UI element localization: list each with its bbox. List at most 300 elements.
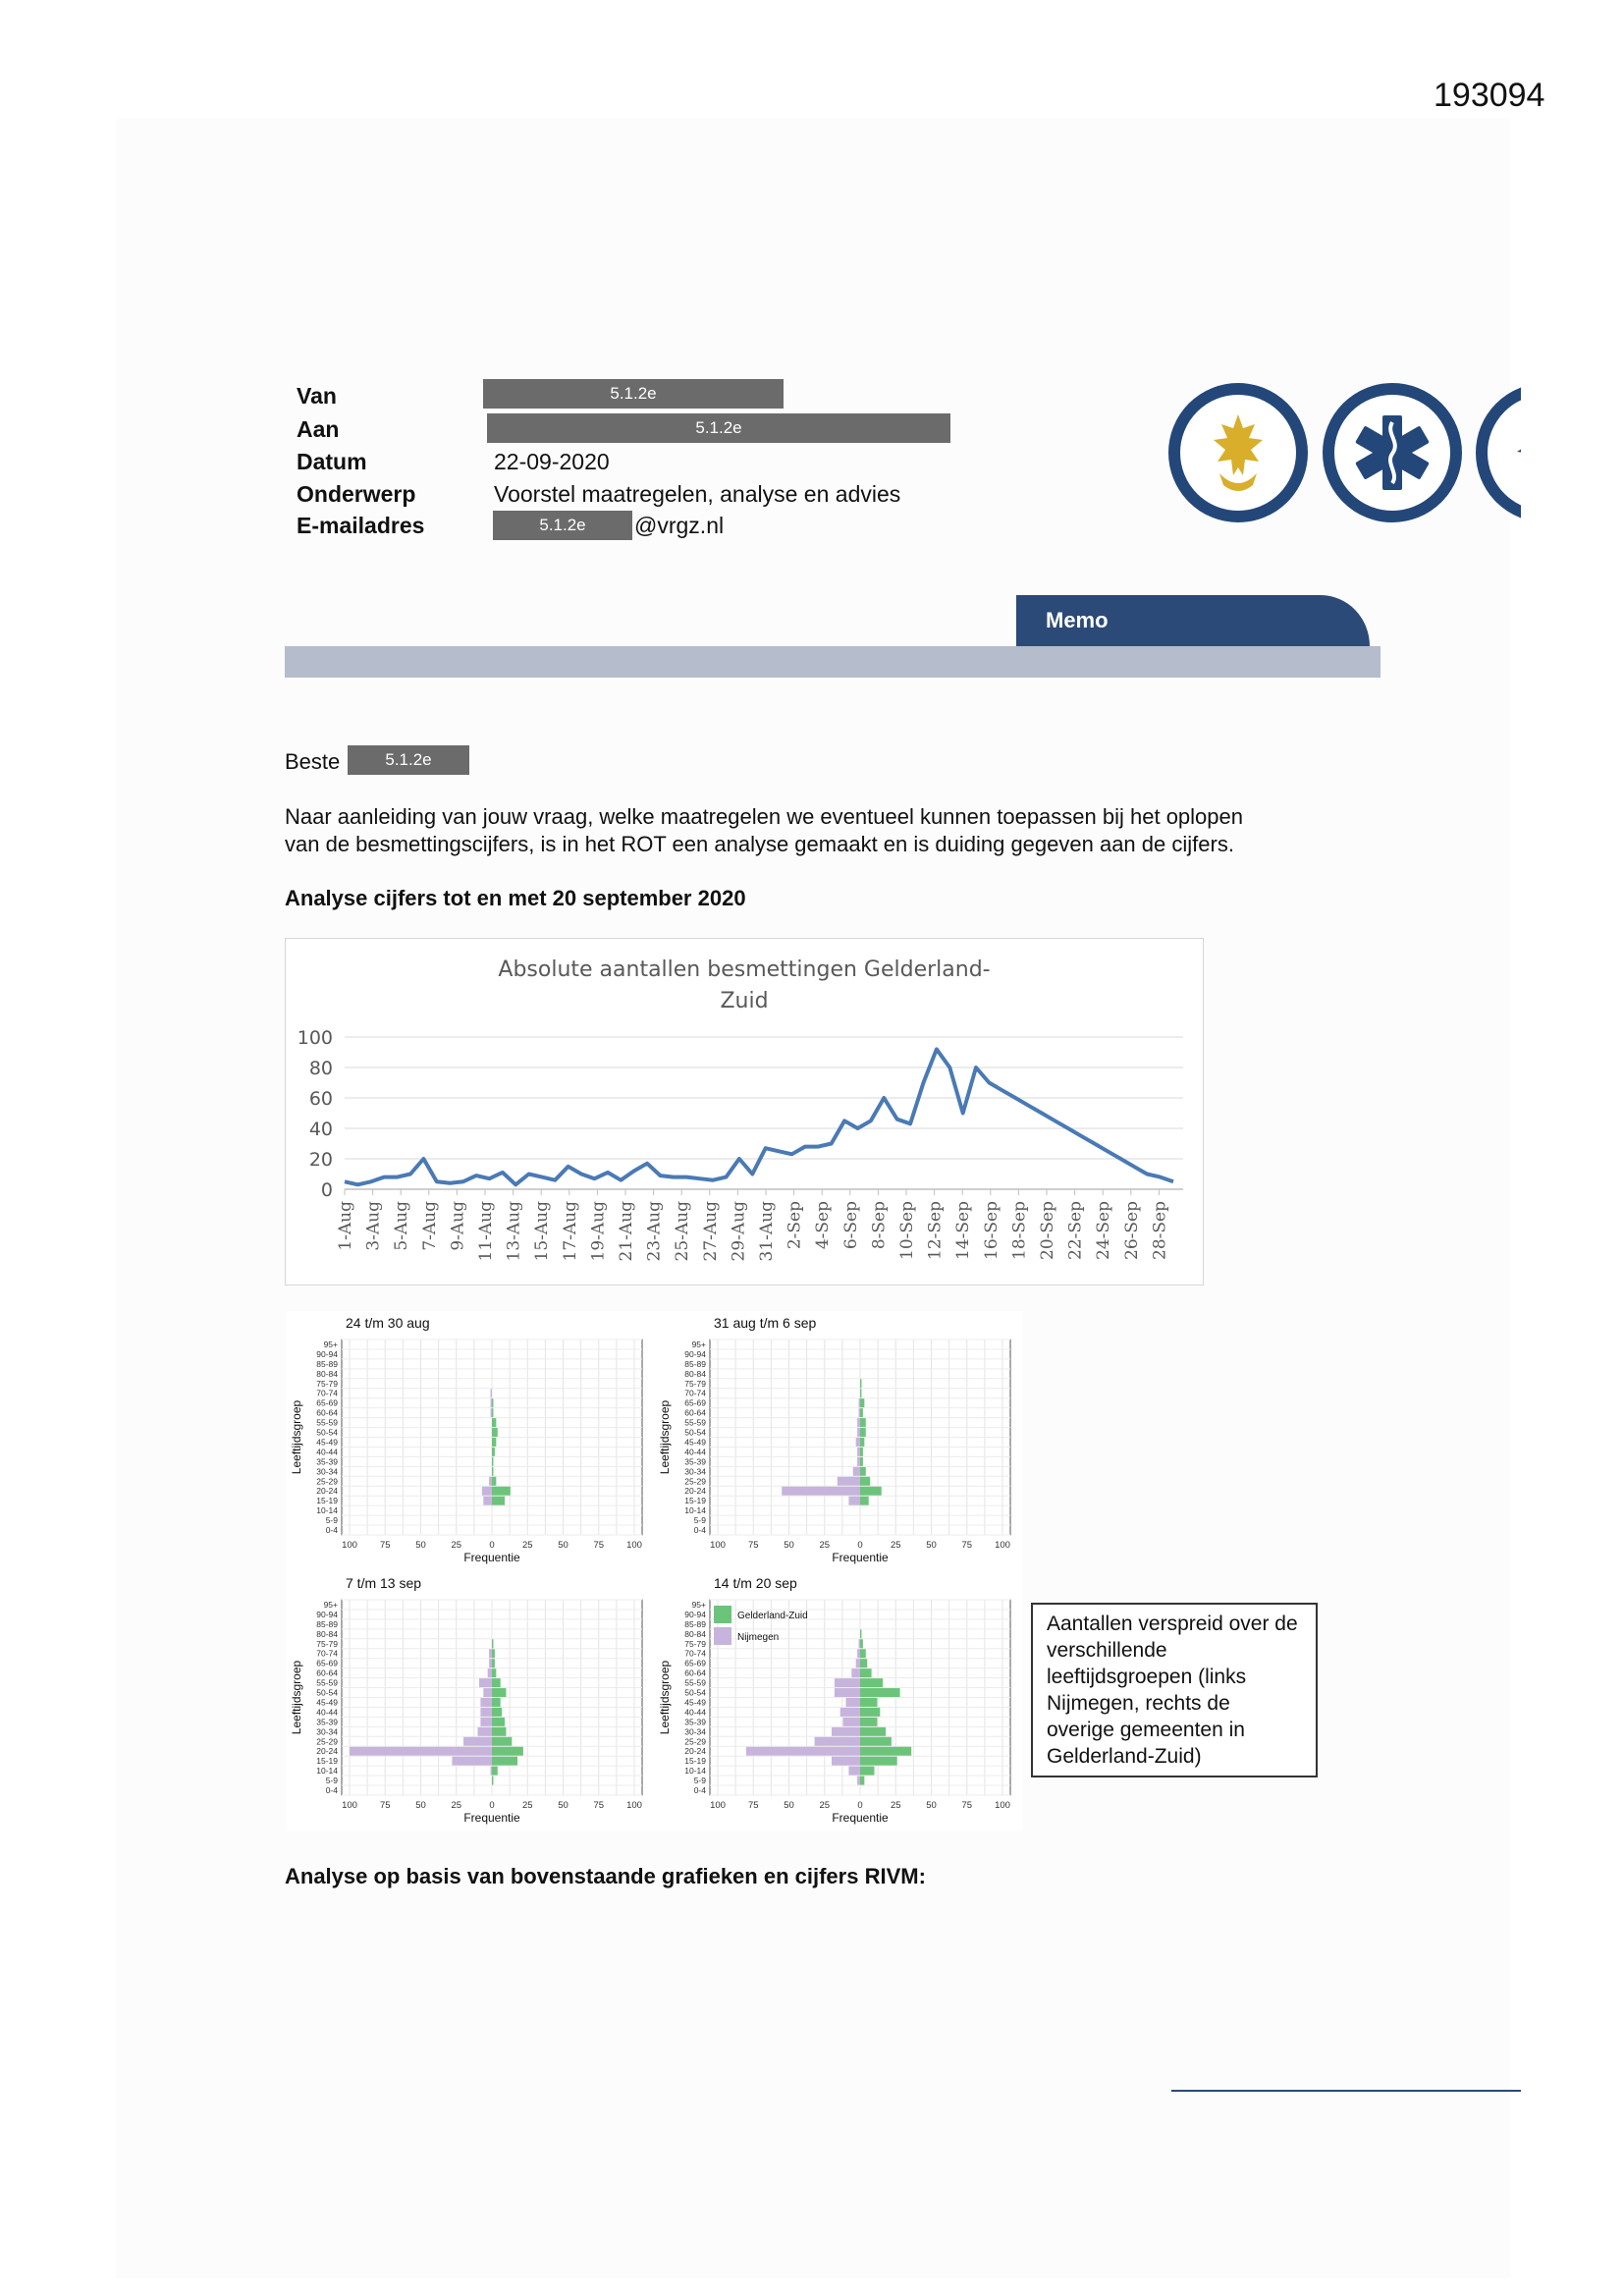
document-number: 193094 xyxy=(1434,77,1545,114)
age-group-label: 55-59 xyxy=(684,1417,706,1428)
pyramid-panel-1 xyxy=(287,1311,655,1571)
bar-nijmegen xyxy=(843,1718,860,1726)
date-label: Datum xyxy=(297,449,367,474)
bar-gelderland-zuid xyxy=(492,1668,496,1677)
x-tick-label: 100 xyxy=(710,1540,726,1551)
chart-title-line: Absolute aantallen besmettingen Gelderland- xyxy=(498,957,991,982)
bar-nijmegen xyxy=(478,1727,493,1736)
bar-gelderland-zuid xyxy=(860,1497,869,1505)
age-group-label: 85-89 xyxy=(684,1618,706,1629)
to-redaction: 5.1.2e xyxy=(487,413,950,443)
age-group-label: 5-9 xyxy=(325,1776,338,1786)
bar-gelderland-zuid xyxy=(860,1777,864,1785)
age-group-label: 90-94 xyxy=(316,1609,338,1619)
x-tick-label: 100 xyxy=(626,1800,642,1811)
x-tick-label: 100 xyxy=(342,1800,357,1811)
age-group-label: 45-49 xyxy=(684,1697,706,1708)
y-tick-label: 80 xyxy=(308,1058,333,1079)
age-group-label: 70-74 xyxy=(316,1648,338,1659)
bar-gelderland-zuid xyxy=(492,1408,493,1417)
x-tick-label: 50 xyxy=(926,1540,937,1551)
age-group-label: 5-9 xyxy=(693,1776,706,1786)
legend-swatch xyxy=(714,1627,731,1645)
age-group-label: 30-34 xyxy=(684,1466,706,1477)
age-group-label: 5-9 xyxy=(693,1515,706,1526)
bar-nijmegen xyxy=(491,1398,492,1407)
subject-label: Onderwerp xyxy=(297,481,416,507)
x-tick-label: 50 xyxy=(558,1540,568,1551)
bar-nijmegen xyxy=(856,1659,860,1667)
bar-gelderland-zuid xyxy=(492,1497,505,1505)
x-tick-label: 17-Aug xyxy=(560,1201,580,1262)
age-group-label: 80-84 xyxy=(684,1368,706,1379)
to-label: Aan xyxy=(297,416,340,442)
from-label: Van xyxy=(297,383,337,409)
x-tick-label: 100 xyxy=(342,1540,357,1551)
age-group-label: 55-59 xyxy=(316,1677,338,1688)
age-distribution-note: Aantallen verspreid over de verschillende leeftijdsgroepen (links Nijmegen, rechts de overige gemeenten in Gelderland-Zuid) xyxy=(1031,1603,1318,1777)
age-group-label: 15-19 xyxy=(684,1496,706,1506)
x-tick-label: 18-Sep xyxy=(1009,1201,1030,1260)
bar-gelderland-zuid xyxy=(860,1477,870,1486)
bar-gelderland-zuid xyxy=(492,1448,495,1456)
bar-gelderland-zuid xyxy=(860,1379,861,1388)
bar-gelderland-zuid xyxy=(860,1438,864,1447)
bar-nijmegen xyxy=(859,1398,860,1407)
bar-nijmegen xyxy=(840,1708,860,1717)
age-group-label: 85-89 xyxy=(684,1358,706,1369)
bar-nijmegen xyxy=(782,1487,860,1496)
y-tick-label: 60 xyxy=(308,1088,333,1110)
bar-gelderland-zuid xyxy=(492,1747,523,1756)
x-tick-label: 25 xyxy=(451,1540,462,1551)
bar-nijmegen xyxy=(838,1477,860,1486)
x-tick-label: 6-Sep xyxy=(840,1201,861,1250)
bar-gelderland-zuid xyxy=(860,1767,875,1776)
age-group-label: 75-79 xyxy=(684,1378,706,1389)
bar-gelderland-zuid xyxy=(860,1747,911,1756)
age-group-label: 35-39 xyxy=(684,1717,706,1727)
x-tick-label: 21-Aug xyxy=(617,1201,636,1262)
bar-nijmegen xyxy=(851,1668,860,1677)
x-tick-label: 50 xyxy=(558,1800,568,1811)
bar-nijmegen xyxy=(483,1497,492,1505)
x-tick-label: 5-Aug xyxy=(392,1201,412,1251)
line-chart xyxy=(286,939,1203,1285)
bar-nijmegen xyxy=(857,1448,860,1456)
age-group-label: 15-19 xyxy=(316,1756,338,1767)
x-tick-label: 50 xyxy=(415,1540,426,1551)
age-group-label: 50-54 xyxy=(316,1427,338,1438)
email-redaction: 5.1.2e xyxy=(493,511,632,540)
age-group-label: 65-69 xyxy=(316,1658,338,1668)
x-tick-label: 15-Aug xyxy=(532,1201,553,1262)
x-tick-label: 22-Sep xyxy=(1065,1201,1086,1260)
x-tick-label: 9-Aug xyxy=(448,1201,468,1251)
bar-nijmegen xyxy=(857,1777,860,1785)
age-group-label: 0-4 xyxy=(693,1785,706,1796)
x-tick-label: 100 xyxy=(710,1800,726,1811)
x-tick-label: 100 xyxy=(995,1540,1010,1551)
x-tick-label: 25 xyxy=(451,1800,462,1811)
bar-gelderland-zuid xyxy=(492,1639,493,1648)
bar-gelderland-zuid xyxy=(860,1389,861,1397)
x-tick-label: 11-Aug xyxy=(476,1201,496,1262)
bar-gelderland-zuid xyxy=(860,1428,866,1437)
x-tick-label: 50 xyxy=(784,1800,794,1811)
bar-gelderland-zuid xyxy=(492,1477,496,1486)
bar-nijmegen xyxy=(815,1737,860,1746)
section1-heading: Analyse cijfers tot en met 20 september 2020 xyxy=(285,886,746,910)
bar-nijmegen xyxy=(483,1688,492,1697)
cases-line xyxy=(345,1049,1173,1184)
bar-gelderland-zuid xyxy=(492,1418,496,1427)
age-group-label: 95+ xyxy=(691,1339,706,1349)
x-tick-label: 16-Sep xyxy=(981,1201,1001,1260)
greeting-redaction: 5.1.2e xyxy=(348,745,469,775)
bar-nijmegen xyxy=(835,1688,860,1697)
bar-nijmegen xyxy=(479,1678,492,1687)
bar-gelderland-zuid xyxy=(860,1718,877,1726)
age-group-label: 30-34 xyxy=(316,1726,338,1737)
y-tick-label: 0 xyxy=(320,1179,333,1201)
x-tick-label: 24-Sep xyxy=(1094,1201,1114,1260)
age-group-label: 90-94 xyxy=(316,1348,338,1359)
age-group-label: 10-14 xyxy=(684,1766,706,1777)
pyramid-title: 24 t/m 30 aug xyxy=(346,1315,430,1331)
x-tick-label: 25 xyxy=(890,1800,901,1811)
bar-nijmegen xyxy=(857,1649,860,1658)
bar-nijmegen xyxy=(480,1718,492,1726)
x-tick-label: 10-Sep xyxy=(897,1201,917,1260)
age-group-label: 40-44 xyxy=(316,1447,338,1457)
age-group-label: 40-44 xyxy=(316,1707,338,1718)
bar-gelderland-zuid xyxy=(492,1678,501,1687)
x-tick-label: 0 xyxy=(857,1540,863,1551)
age-group-label: 60-64 xyxy=(684,1667,706,1678)
age-group-label: 45-49 xyxy=(316,1697,338,1708)
bar-nijmegen xyxy=(857,1457,860,1466)
age-group-label: 10-14 xyxy=(316,1766,338,1777)
pyramid-title: 14 t/m 20 sep xyxy=(714,1575,797,1591)
age-group-label: 90-94 xyxy=(684,1609,706,1619)
bar-gelderland-zuid xyxy=(860,1408,863,1417)
bar-nijmegen xyxy=(846,1698,861,1707)
age-group-label: 95+ xyxy=(323,1339,338,1349)
age-group-label: 30-34 xyxy=(316,1466,338,1477)
bar-gelderland-zuid xyxy=(860,1418,866,1427)
age-group-label: 85-89 xyxy=(316,1358,338,1369)
y-axis-title: Leeftijdsgroep xyxy=(290,1660,303,1735)
x-tick-label: 75 xyxy=(593,1800,605,1811)
x-tick-label: 19-Aug xyxy=(588,1201,609,1262)
age-group-label: 20-24 xyxy=(684,1486,706,1497)
x-axis-title: Frequentie xyxy=(463,1551,520,1564)
bar-nijmegen xyxy=(832,1757,860,1766)
legend-label: Gelderland-Zuid xyxy=(737,1611,808,1621)
age-group-label: 0-4 xyxy=(325,1785,338,1796)
x-tick-label: 75 xyxy=(747,1540,759,1551)
age-group-label: 75-79 xyxy=(316,1638,338,1649)
age-group-label: 60-64 xyxy=(684,1407,706,1418)
age-group-label: 90-94 xyxy=(684,1348,706,1359)
bar-gelderland-zuid xyxy=(860,1757,897,1766)
date-value: 22-09-2020 xyxy=(494,449,610,474)
bar-nijmegen xyxy=(463,1737,492,1746)
age-group-label: 15-19 xyxy=(684,1756,706,1767)
x-tick-label: 75 xyxy=(379,1800,391,1811)
bar-nijmegen xyxy=(857,1418,860,1427)
age-group-label: 95+ xyxy=(323,1599,338,1610)
pyramid-panel-4 xyxy=(655,1571,1023,1831)
footer-line xyxy=(1171,2090,1521,2092)
age-group-label: 20-24 xyxy=(684,1746,706,1757)
bar-nijmegen xyxy=(452,1757,492,1766)
bar-gelderland-zuid xyxy=(492,1398,493,1407)
age-group-label: 40-44 xyxy=(684,1707,706,1718)
age-group-label: 75-79 xyxy=(316,1378,338,1389)
age-group-label: 25-29 xyxy=(684,1476,706,1487)
x-tick-label: 75 xyxy=(593,1540,605,1551)
bar-nijmegen xyxy=(480,1708,492,1717)
age-group-label: 25-29 xyxy=(684,1736,706,1747)
x-tick-label: 50 xyxy=(415,1800,426,1811)
age-group-label: 55-59 xyxy=(684,1677,706,1688)
bar-gelderland-zuid xyxy=(492,1737,512,1746)
bar-gelderland-zuid xyxy=(860,1668,872,1677)
bar-gelderland-zuid xyxy=(492,1777,493,1785)
bar-gelderland-zuid xyxy=(492,1688,507,1697)
x-tick-label: 14-Sep xyxy=(953,1201,974,1260)
x-tick-label: 100 xyxy=(995,1800,1010,1811)
bar-gelderland-zuid xyxy=(860,1398,864,1407)
age-group-label: 30-34 xyxy=(684,1726,706,1737)
bar-gelderland-zuid xyxy=(492,1467,493,1476)
bar-gelderland-zuid xyxy=(492,1757,517,1766)
x-tick-label: 7-Aug xyxy=(419,1201,440,1251)
email-label: E-mailadres xyxy=(297,513,425,538)
age-group-label: 50-54 xyxy=(684,1687,706,1698)
bar-gelderland-zuid xyxy=(492,1718,505,1726)
legend-swatch xyxy=(714,1606,731,1623)
age-group-label: 50-54 xyxy=(316,1687,338,1698)
bar-gelderland-zuid xyxy=(492,1659,495,1667)
bar-gelderland-zuid xyxy=(860,1659,867,1667)
bar-gelderland-zuid xyxy=(860,1678,883,1687)
legend-label: Nijmegen xyxy=(737,1632,780,1643)
age-group-label: 95+ xyxy=(691,1599,706,1610)
bar-gelderland-zuid xyxy=(492,1428,498,1437)
x-tick-label: 50 xyxy=(926,1800,937,1811)
bar-nijmegen xyxy=(350,1747,492,1756)
bar-gelderland-zuid xyxy=(492,1727,507,1736)
age-group-label: 65-69 xyxy=(684,1658,706,1668)
star-of-life-icon xyxy=(1323,383,1462,522)
bar-nijmegen xyxy=(489,1649,492,1658)
age-group-label: 10-14 xyxy=(684,1505,706,1516)
y-axis-title: Leeftijdsgroep xyxy=(290,1399,303,1475)
x-axis-title: Frequentie xyxy=(832,1811,889,1825)
age-group-label: 70-74 xyxy=(684,1648,706,1659)
age-group-label: 65-69 xyxy=(684,1397,706,1408)
age-group-label: 5-9 xyxy=(325,1515,338,1526)
pyramid-panel-2 xyxy=(655,1311,1023,1571)
line-chart-panel xyxy=(285,938,1204,1285)
bar-gelderland-zuid xyxy=(860,1688,900,1697)
bar-nijmegen xyxy=(859,1408,860,1417)
x-tick-label: 26-Sep xyxy=(1121,1201,1142,1260)
x-tick-label: 4-Sep xyxy=(813,1201,834,1250)
x-tick-label: 75 xyxy=(379,1540,391,1551)
age-group-label: 80-84 xyxy=(316,1368,338,1379)
age-group-label: 80-84 xyxy=(684,1628,706,1639)
x-tick-label: 13-Aug xyxy=(504,1201,524,1262)
bar-nijmegen xyxy=(491,1389,492,1397)
bar-nijmegen xyxy=(491,1408,492,1417)
bar-nijmegen xyxy=(859,1639,860,1648)
bar-nijmegen xyxy=(489,1477,492,1486)
x-tick-label: 75 xyxy=(747,1800,759,1811)
bar-nijmegen xyxy=(480,1698,492,1707)
fire-brigade-emblem-icon xyxy=(1168,383,1308,522)
bar-nijmegen xyxy=(835,1678,860,1687)
age-group-label: 0-4 xyxy=(325,1525,338,1536)
pyramid-chart-3 xyxy=(287,1571,655,1831)
pyramid-chart-4 xyxy=(655,1571,1023,1831)
age-group-label: 70-74 xyxy=(316,1388,338,1398)
x-tick-label: 3-Aug xyxy=(363,1201,384,1251)
age-group-label: 75-79 xyxy=(684,1638,706,1649)
age-group-label: 85-89 xyxy=(316,1618,338,1629)
chart-title-line: Zuid xyxy=(720,989,769,1013)
x-tick-label: 25 xyxy=(521,1540,533,1551)
bar-nijmegen xyxy=(853,1467,860,1476)
x-tick-label: 25 xyxy=(819,1800,831,1811)
bar-nijmegen xyxy=(856,1438,860,1447)
intro-line-2: van de besmettingscijfers, is in het ROT een analyse gemaakt en is duiding gegeven aan de cijfers. xyxy=(285,832,1234,856)
memo-tab: Memo xyxy=(1016,595,1370,646)
x-tick-label: 25 xyxy=(521,1800,533,1811)
x-tick-label: 2-Sep xyxy=(785,1201,805,1250)
x-tick-label: 27-Aug xyxy=(700,1201,721,1262)
bar-gelderland-zuid xyxy=(860,1448,863,1456)
age-group-label: 60-64 xyxy=(316,1667,338,1678)
age-group-label: 20-24 xyxy=(316,1746,338,1757)
x-tick-label: 12-Sep xyxy=(925,1201,946,1260)
x-tick-label: 0 xyxy=(489,1540,495,1551)
age-group-label: 40-44 xyxy=(684,1447,706,1457)
age-group-label: 25-29 xyxy=(316,1476,338,1487)
age-group-label: 50-54 xyxy=(684,1427,706,1438)
x-tick-label: 1-Aug xyxy=(336,1201,355,1251)
age-group-label: 45-49 xyxy=(316,1437,338,1448)
x-tick-label: 50 xyxy=(784,1540,794,1551)
y-tick-label: 100 xyxy=(297,1027,333,1049)
x-tick-label: 25 xyxy=(890,1540,901,1551)
x-tick-label: 25 xyxy=(819,1540,831,1551)
age-group-label: 10-14 xyxy=(316,1505,338,1516)
age-group-label: 35-39 xyxy=(684,1456,706,1467)
y-tick-label: 40 xyxy=(308,1119,333,1140)
bar-nijmegen xyxy=(832,1727,860,1736)
age-group-label: 35-39 xyxy=(316,1456,338,1467)
bar-gelderland-zuid xyxy=(860,1737,892,1746)
bar-gelderland-zuid xyxy=(492,1457,493,1466)
x-tick-label: 28-Sep xyxy=(1150,1201,1170,1260)
bar-gelderland-zuid xyxy=(860,1629,861,1638)
police-emblem-icon xyxy=(1476,383,1521,522)
age-group-label: 35-39 xyxy=(316,1717,338,1727)
bar-gelderland-zuid xyxy=(492,1698,501,1707)
pyramid-chart-1 xyxy=(287,1311,655,1571)
pyramid-title: 7 t/m 13 sep xyxy=(346,1575,422,1591)
bar-gelderland-zuid xyxy=(492,1438,496,1447)
bar-gelderland-zuid xyxy=(492,1649,495,1658)
x-tick-label: 75 xyxy=(961,1800,973,1811)
x-tick-label: 29-Aug xyxy=(729,1201,749,1262)
bar-gelderland-zuid xyxy=(492,1708,502,1717)
x-tick-label: 100 xyxy=(626,1540,642,1551)
age-group-label: 25-29 xyxy=(316,1736,338,1747)
x-axis-title: Frequentie xyxy=(463,1811,520,1825)
bar-gelderland-zuid xyxy=(860,1708,880,1717)
bar-gelderland-zuid xyxy=(860,1698,877,1707)
y-axis-title: Leeftijdsgroep xyxy=(658,1399,672,1475)
bar-gelderland-zuid xyxy=(860,1467,866,1476)
x-tick-label: 25-Aug xyxy=(673,1201,693,1262)
y-axis-title: Leeftijdsgroep xyxy=(658,1660,672,1735)
age-group-label: 55-59 xyxy=(316,1417,338,1428)
x-tick-label: 0 xyxy=(857,1800,863,1811)
intro-line-1: Naar aanleiding van jouw vraag, welke maatregelen we eventueel kunnen toepassen bij het oplopen xyxy=(285,804,1243,829)
bar-nijmegen xyxy=(491,1767,492,1776)
bar-gelderland-zuid xyxy=(860,1639,863,1648)
subject-value: Voorstel maatregelen, analyse en advies xyxy=(494,481,901,507)
age-group-label: 20-24 xyxy=(316,1486,338,1497)
email-domain: @vrgz.nl xyxy=(634,513,725,538)
bar-gelderland-zuid xyxy=(492,1487,511,1496)
from-redaction: 5.1.2e xyxy=(483,379,784,409)
bar-gelderland-zuid xyxy=(860,1649,866,1658)
pyramid-title: 31 aug t/m 6 sep xyxy=(714,1315,817,1331)
x-tick-label: 20-Sep xyxy=(1038,1201,1057,1260)
age-group-label: 0-4 xyxy=(693,1525,706,1536)
pyramid-panel-3 xyxy=(287,1571,655,1831)
age-group-label: 45-49 xyxy=(684,1437,706,1448)
bar-gelderland-zuid xyxy=(492,1767,498,1776)
x-axis-title: Frequentie xyxy=(832,1551,889,1564)
memo-divider-bar xyxy=(285,646,1380,678)
x-tick-label: 75 xyxy=(961,1540,973,1551)
age-group-label: 60-64 xyxy=(316,1407,338,1418)
bar-nijmegen xyxy=(482,1487,492,1496)
greeting-word: Beste xyxy=(285,749,341,774)
x-tick-label: 31-Aug xyxy=(757,1201,777,1262)
age-group-label: 70-74 xyxy=(684,1388,706,1398)
section2-heading: Analyse op basis van bovenstaande grafieken en cijfers RIVM: xyxy=(285,1864,926,1888)
age-group-label: 65-69 xyxy=(316,1397,338,1408)
x-tick-label: 0 xyxy=(489,1800,495,1811)
bar-nijmegen xyxy=(848,1497,860,1505)
age-group-label: 80-84 xyxy=(316,1628,338,1639)
pyramid-chart-2 xyxy=(655,1311,1023,1571)
x-tick-label: 8-Sep xyxy=(869,1201,890,1250)
bar-nijmegen xyxy=(857,1428,860,1437)
bar-nijmegen xyxy=(746,1747,860,1756)
bar-nijmegen xyxy=(848,1767,860,1776)
bar-nijmegen xyxy=(489,1659,492,1667)
bar-nijmegen xyxy=(488,1668,492,1677)
